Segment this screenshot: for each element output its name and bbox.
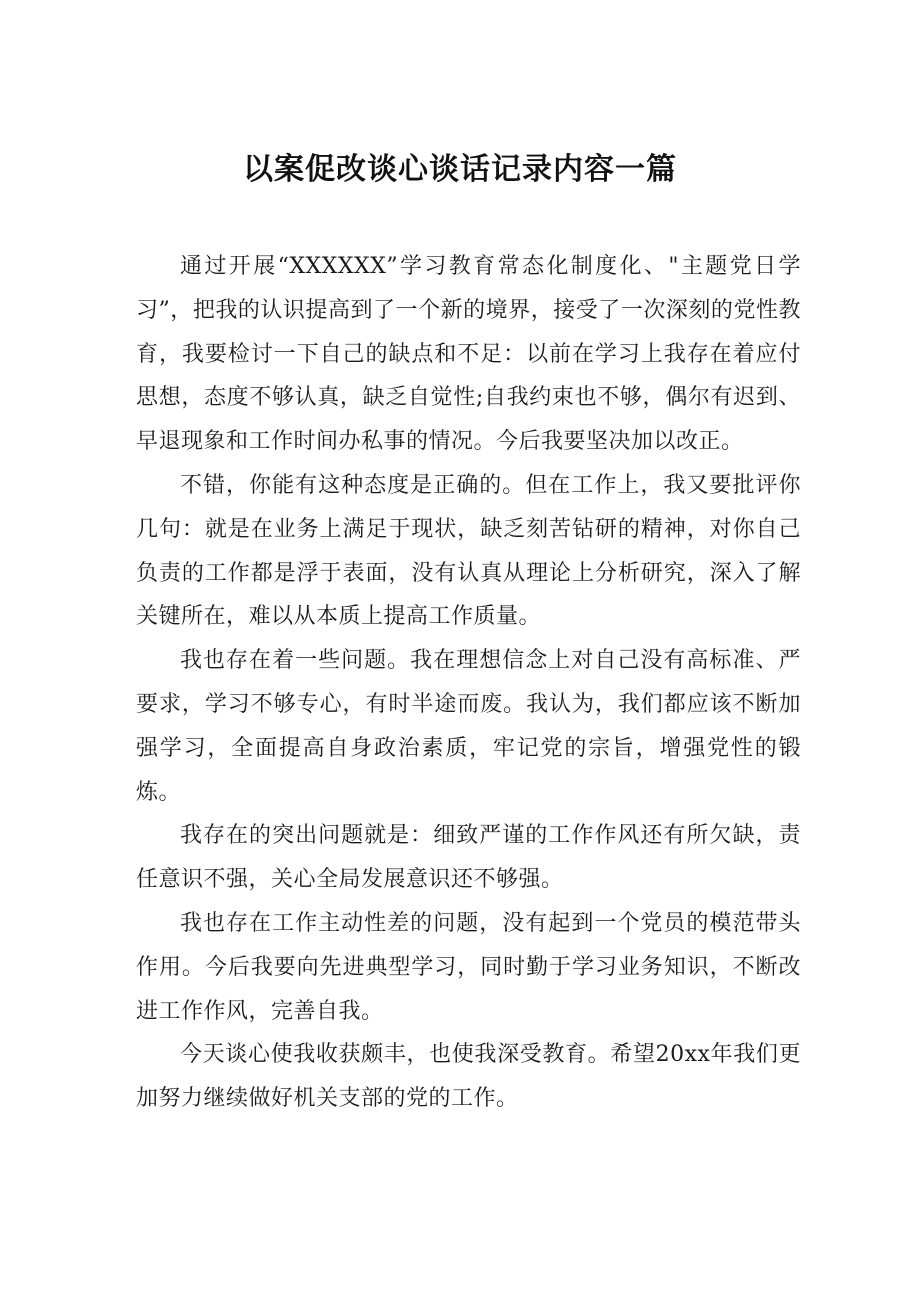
document-body	[136, 245, 801, 1121]
paragraph: 我也存在着一些问题。我在理想信念上对自己没有高标准、严要求，学习不够专心，有时半途而废。我认为，我们都应该不断加强学习，全面提高自身政治素质，牢记党的宗旨，增强党性的锻炼。	[136, 648, 801, 805]
paragraph: 通过开展“XXXXXX”学习教育常态化制度化、"主题党日学习”，把我的认识提高到了一个新的境界，接受了一次深刻的党性教育，我要检讨一下自己的缺点和不足：以前在学习上我存在着应付思想，态度不够认真，缺乏自觉性;自我约束也不够，偶尔有迟到、早退现象和工作时间办私事的情况。今后我要坚决加以改正。	[136, 254, 801, 455]
paragraph: 我存在的突出问题就是：细致严谨的工作作风还有所欠缺，责任意识不强，关心全局发展意识还不够强。	[136, 823, 801, 893]
paragraph: 我也存在工作主动性差的问题，没有起到一个党员的模范带头作用。今后我要向先进典型学习，同时勤于学习业务知识，不断改进工作作风，完善自我。	[136, 910, 801, 1024]
paragraph: 今天谈心使我收获颇丰，也使我深受教育。希望20xx年我们更加努力继续做好机关支部的党的工作。	[136, 1042, 801, 1112]
paragraph: 不错，你能有这种态度是正确的。但在工作上，我又要批评你几句：就是在业务上满足于现状，缺乏刻苦钻研的精神，对你自己负责的工作都是浮于表面，没有认真从理论上分析研究，深入了解关键所在，难以从本质上提高工作质量。	[136, 472, 801, 630]
document-title: 以案促改谈心谈话记录内容一篇	[243, 152, 677, 187]
